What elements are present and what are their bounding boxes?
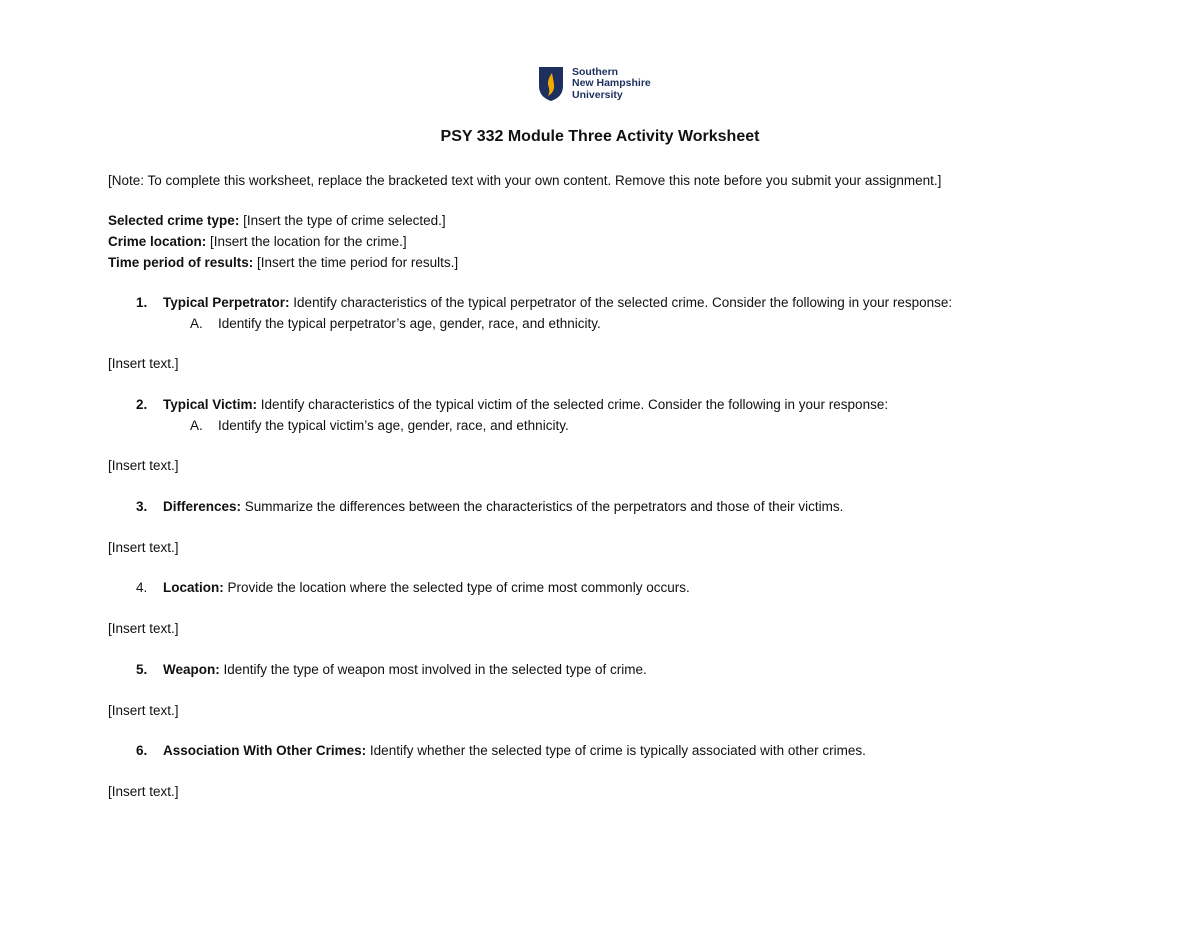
item-text: Identify the type of weapon most involved in the selected type of crime.: [219, 662, 647, 677]
item-number: 6.: [136, 743, 148, 758]
item-label: Location:: [163, 580, 224, 595]
item-text: Identify characteristics of the typical victim of the selected crime. Consider the following in your response:: [257, 397, 889, 412]
item-number: 5.: [136, 662, 148, 677]
item-label: Association With Other Crimes:: [163, 743, 367, 758]
page-title: PSY 332 Module Three Activity Worksheet: [440, 128, 760, 145]
logo-wordmark: [572, 67, 651, 102]
response-placeholder: [Insert text.]: [108, 621, 179, 636]
item-text: Summarize the differences between the characteristics of the perpetrators and those of their victims.: [241, 499, 844, 514]
item-label: Typical Perpetrator:: [163, 295, 290, 310]
response-placeholder: [Insert text.]: [108, 540, 179, 555]
response-placeholder: [Insert text.]: [108, 703, 179, 718]
item-label: Differences:: [163, 499, 242, 514]
item-differences: [136, 499, 843, 514]
sub-item-letter: A.: [190, 418, 203, 433]
item-label: Weapon:: [163, 662, 220, 677]
item-association-with-other-crimes: [136, 743, 866, 758]
field-value: [Insert the time period for results.]: [253, 255, 459, 270]
field-label: Crime location:: [108, 234, 207, 249]
item-number: 2.: [136, 397, 148, 412]
logo-line-3: University: [572, 88, 623, 101]
sub-item: [190, 316, 601, 331]
item-typical-perpetrator: [136, 295, 952, 310]
item-text: Identify characteristics of the typical perpetrator of the selected crime. Consider the following in your response:: [289, 295, 953, 310]
snhu-shield-icon: [538, 66, 564, 102]
field-label: Time period of results:: [108, 255, 254, 270]
response-placeholder: [Insert text.]: [108, 458, 179, 473]
sub-item: [190, 418, 569, 433]
response-placeholder: [Insert text.]: [108, 784, 179, 799]
item-number: 3.: [136, 499, 148, 514]
logo-line-2: New Hampshire: [572, 77, 651, 90]
instruction-note: [Note: To complete this worksheet, replace the bracketed text with your own content. Remove this note before you submit your assignment.]: [108, 173, 942, 188]
item-label: Typical Victim:: [163, 397, 258, 412]
field-crime-type: [108, 213, 446, 228]
item-weapon: [136, 662, 647, 677]
field-crime-location: [108, 234, 407, 249]
item-location: [136, 580, 690, 595]
sub-item-text: Identify the typical perpetrator’s age, gender, race, and ethnicity.: [218, 316, 601, 331]
item-number: 4.: [136, 580, 148, 595]
university-logo: [538, 64, 651, 104]
item-number: 1.: [136, 295, 148, 310]
logo-line-1: Southern: [572, 65, 619, 78]
item-text: Provide the location where the selected type of crime most commonly occurs.: [223, 580, 690, 595]
response-placeholder: [Insert text.]: [108, 356, 179, 371]
field-label: Selected crime type:: [108, 213, 240, 228]
field-value: [Insert the type of crime selected.]: [239, 213, 446, 228]
item-typical-victim: [136, 397, 888, 412]
sub-item-text: Identify the typical victim’s age, gender, race, and ethnicity.: [218, 418, 569, 433]
field-value: [Insert the location for the crime.]: [206, 234, 407, 249]
sub-item-letter: A.: [190, 316, 203, 331]
field-time-period: [108, 255, 458, 270]
item-text: Identify whether the selected type of crime is typically associated with other crimes.: [366, 743, 866, 758]
